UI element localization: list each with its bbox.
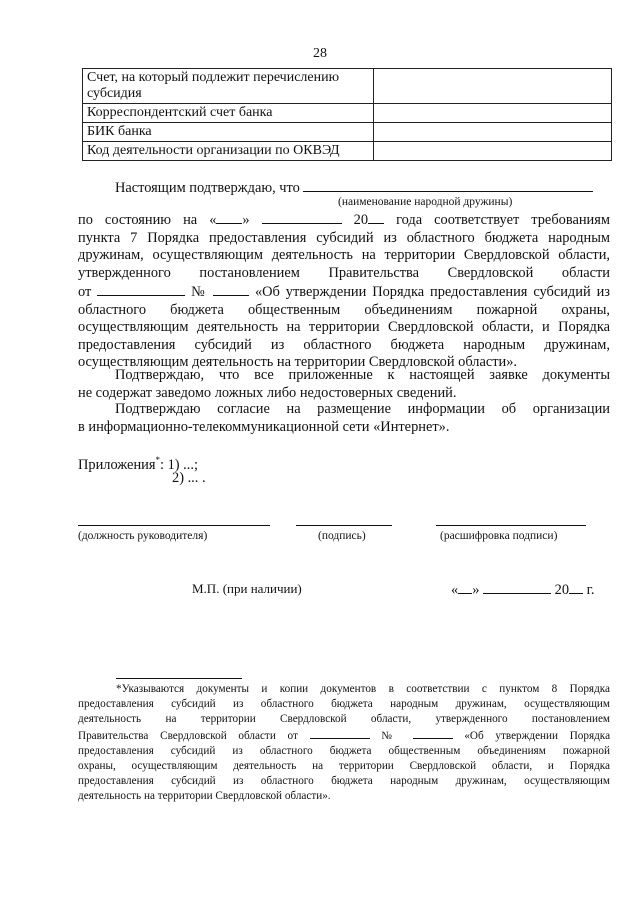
signature-line xyxy=(296,525,392,526)
page-number: 28 xyxy=(313,46,327,61)
table-row xyxy=(83,69,612,104)
confirm-line-6: от № «Об утверждении Порядка предоставления субсидий из xyxy=(78,284,610,300)
decoding-signature-line xyxy=(436,525,586,526)
druzhina-name-blank xyxy=(303,178,593,192)
table-cell-value xyxy=(374,123,612,142)
table-cell-value xyxy=(374,69,612,104)
footnote-separator xyxy=(116,678,242,679)
table-cell-label: Счет, на который подлежит перечислению субсидия xyxy=(83,69,374,104)
date-line: « » 20 г. xyxy=(451,582,595,598)
bank-details-table xyxy=(82,68,612,161)
table-cell-label: Код деятельности организации по ОКВЭД xyxy=(83,142,374,161)
attachments: Приложения*: 1) ...; xyxy=(78,455,198,473)
decoding-label: (расшифровка подписи) xyxy=(440,530,558,542)
confirm-intro: Настоящим подтверждаю, что xyxy=(115,178,593,198)
confirm-paragraph: по состоянию на « » 20 года соответствует требованиям пункта 7 Порядка предоставления субсидий из областного бюджета народным дружинам, осуществляющим деятельность на территории Свердловской области, утвержденного постановлением Правительства Свердловской области от № «Об утверждении Порядка предоставления субсидий из областного бюджета общественным объединениям пожарной охраны, осуществляющим деятельность на территории Свердловской области, и Порядка предоставления субсидий из областного бюджета народным дружинам, осуществляющим деятельность на территории Свердловской области». xyxy=(78,212,610,370)
table-cell-label: БИК банка xyxy=(83,123,374,142)
confirm-line-2: по состоянию на « » 20 года соответствует требованиям xyxy=(78,212,610,228)
consent-paragraph: Подтверждаю согласие на размещение информации об организации в информационно-телекоммуникационной сети «Интернет». xyxy=(78,401,610,435)
footnote: *Указываются документы и копии документов в соответствии с пунктом 8 Порядка предоставления субсидий из областного бюджета народным дружинам, осуществляющим деятельность на территории Свердловской области, утвержденного постановлением Правительства Свердловской области от № «Об утверждении Порядка предоставления субсидий из областного бюджета общественным объединениям пожарной охраны, осуществляющим деятельность на территории Свердловской области, и Порядка предоставления субсидий из областного бюджета народным дружинам, осуществляющим деятельность на территории Свердловской области». xyxy=(78,683,611,802)
position-label: (должность руководителя) xyxy=(78,530,208,542)
druzhina-hint: (наименование народной дружины) xyxy=(338,196,513,208)
position-signature-line xyxy=(78,525,270,526)
table-row xyxy=(83,123,612,142)
table-cell-value xyxy=(374,104,612,123)
stamp-place: М.П. (при наличии) xyxy=(192,581,302,596)
footnote-line-4: Правительства Свердловской области от № «Об утверждении Порядка xyxy=(78,727,610,744)
signature-label: (подпись) xyxy=(318,530,366,542)
documents-paragraph: Подтверждаю, что все приложенные к настоящей заявке документы не содержат заведомо ложных либо недостоверных сведений. xyxy=(78,367,610,401)
table-cell-value xyxy=(374,142,612,161)
table-cell-label: Корреспондентский счет банка xyxy=(83,104,374,123)
attachment-item-2: 2) ... . xyxy=(172,470,206,486)
table-row xyxy=(83,142,612,161)
table-row xyxy=(83,104,612,123)
